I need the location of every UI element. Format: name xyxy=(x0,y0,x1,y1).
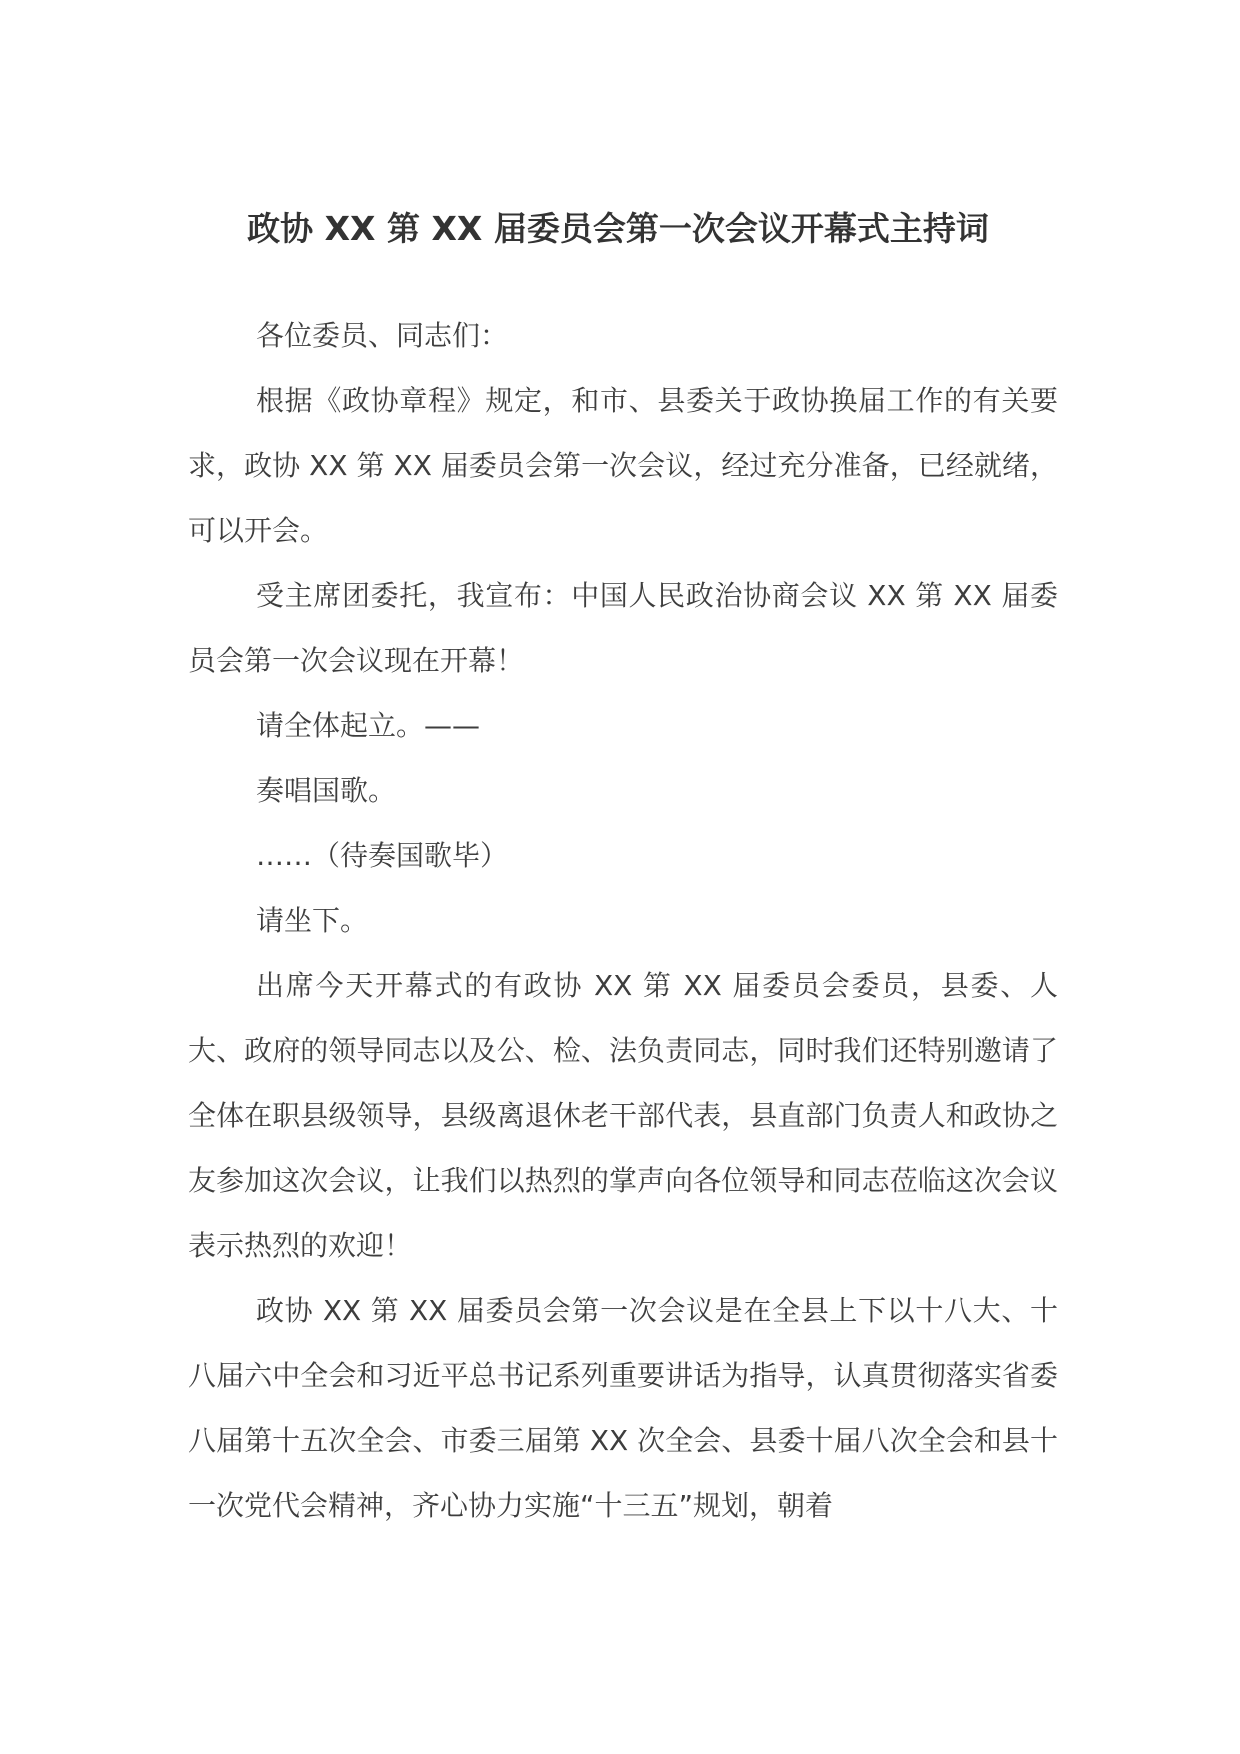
paragraph-sit-down: 请坐下。 xyxy=(256,904,369,937)
paragraph-attendees: 出席今天开幕式的有政协 XX 第 XX 届委员会委员，县委、人大、政府的领导同志以及公、检、法负责同志，同时我们还特别邀请了全体在职县级领导，县级离退休老干部代表，县直部门负责人和政协之友参加这次会议，让我们以热烈的掌声向各位领导和同志莅临这次会议表示热烈的欢迎！ xyxy=(188,969,1058,1262)
paragraph-announcement: 受主席团委托，我宣布：中国人民政治协商会议 XX 第 XX 届委员会第一次会议现在开幕！ xyxy=(188,579,1058,677)
document-body xyxy=(188,303,1058,1538)
paragraph-stand-up: 请全体起立。—— xyxy=(256,709,481,742)
paragraph-basis: 根据《政协章程》规定，和市、县委关于政协换届工作的有关要求，政协 XX 第 XX 届委员会第一次会议，经过充分准备，已经就绪，可以开会。 xyxy=(188,384,1058,547)
paragraph-meeting-context: 政协 XX 第 XX 届委员会第一次会议是在全县上下以十八大、十八届六中全会和习近平总书记系列重要讲话为指导，认真贯彻落实省委八届第十五次全会、市委三届第 XX 次全会、县委十届八次全会和县十一次党代会精神，齐心协力实施“十三五”规划，朝着 xyxy=(188,1294,1058,1522)
paragraph-anthem-end: ……（待奏国歌毕） xyxy=(256,839,509,872)
document-title: 政协 XX 第 XX 届委员会第一次会议开幕式主持词 xyxy=(247,209,989,248)
paragraph-anthem: 奏唱国歌。 xyxy=(256,774,397,807)
paragraph-greeting: 各位委员、同志们： xyxy=(256,319,509,352)
